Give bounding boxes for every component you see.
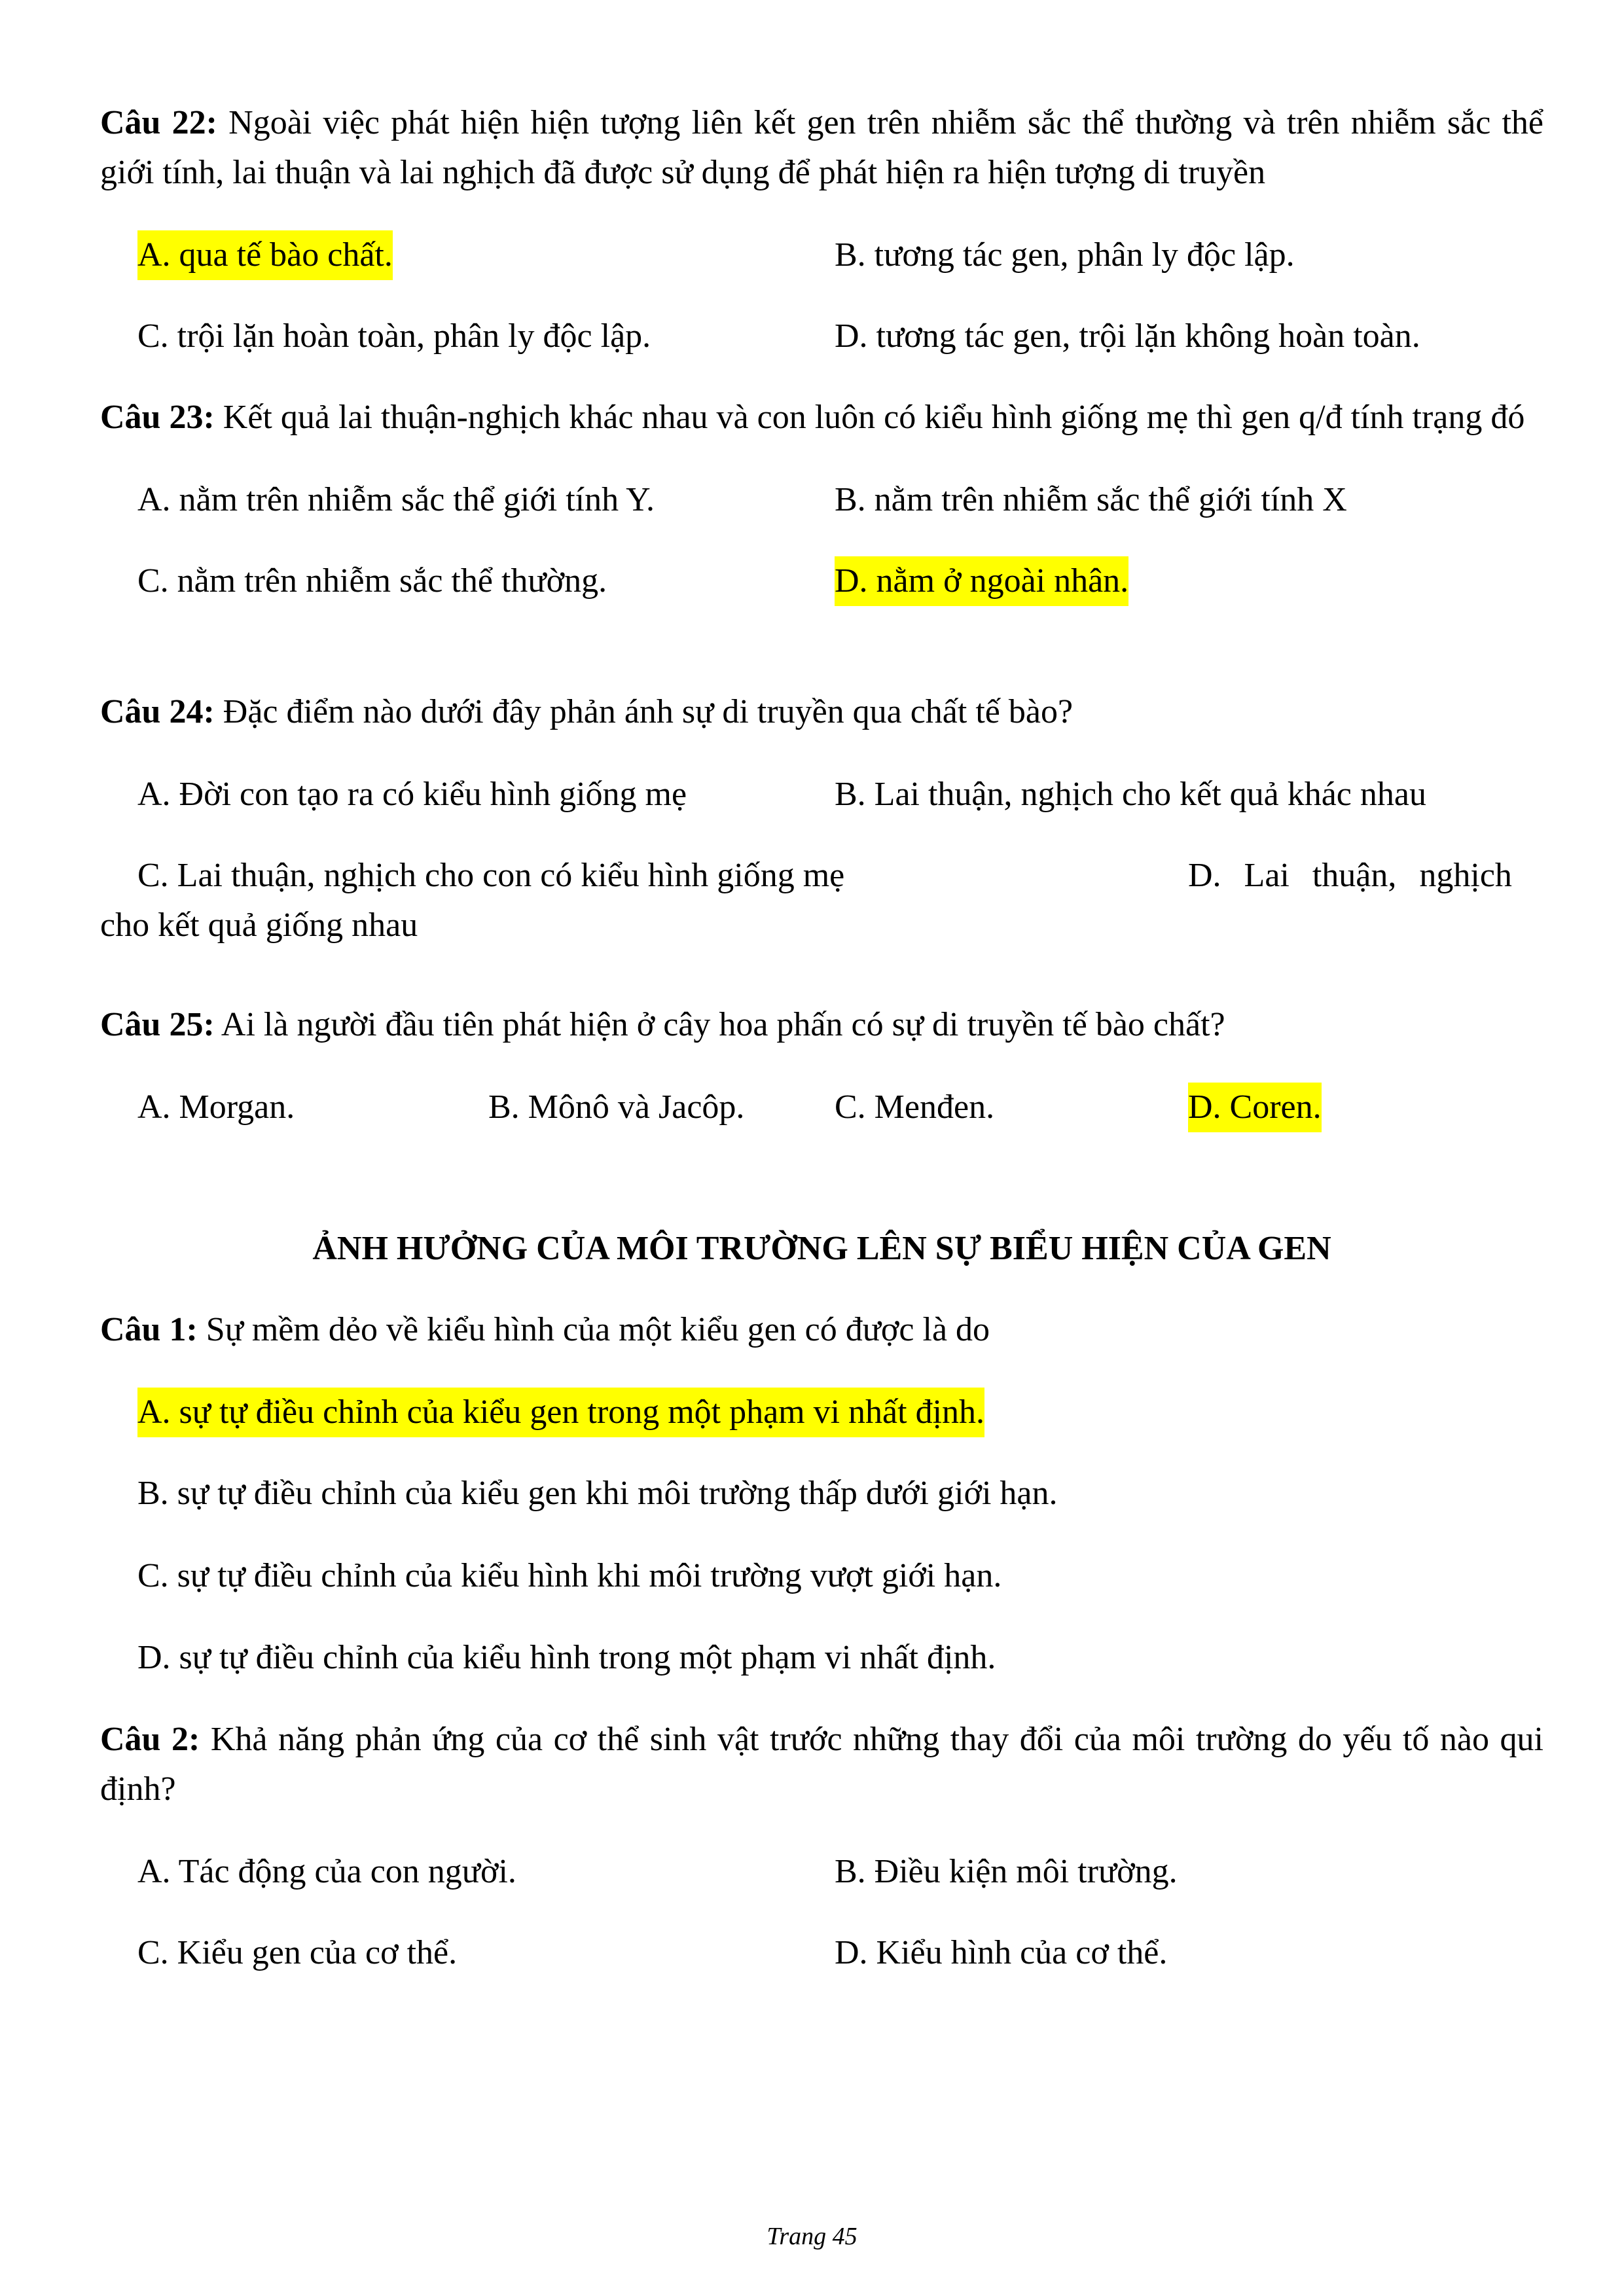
answer-options	[100, 1814, 1543, 1978]
option-c: C. trội lặn hoàn toàn, phân ly độc lập.	[137, 317, 651, 355]
option-a: A. Tác động của con người.	[137, 1853, 516, 1890]
question-1	[100, 1305, 1543, 1695]
option-a: A. nằm trên nhiễm sắc thể giới tính Y.	[137, 481, 655, 518]
question-text: Câu 24: Đặc điểm nào dưới đây phản ánh sự di truyền qua chất tế bào?	[100, 693, 1074, 730]
option-d-continuation: cho kết quả giống nhau	[100, 906, 418, 944]
question-25	[100, 1000, 1543, 1135]
question-label: Câu 23:	[100, 399, 215, 436]
question-2	[100, 1715, 1543, 1978]
option-d: D. Coren.	[1188, 1083, 1322, 1132]
question-24	[100, 687, 1543, 953]
option-a: A. Đời con tạo ra có kiểu hình giống mẹ	[137, 776, 687, 813]
question-text: Câu 23: Kết quả lai thuận-nghịch khác nhau và con luôn có kiểu hình giống mẹ thì gen q/đ tính trạng đó	[100, 399, 1525, 436]
answer-options	[100, 442, 1543, 606]
option-b: B. Điều kiện môi trường.	[835, 1853, 1178, 1890]
option-a: A. sự tự điều chỉnh của kiểu gen trong một phạm vi nhất định.	[137, 1388, 984, 1437]
question-text: Câu 2: Khả năng phản ứng của cơ thể sinh vật trước những thay đổi của môi trường do yếu tố nào qui định?	[100, 1721, 1543, 1808]
question-label: Câu 2:	[100, 1721, 200, 1758]
option-d: D. sự tự điều chỉnh của kiểu hình trong một phạm vi nhất định.	[137, 1639, 996, 1676]
answer-options	[100, 1050, 1543, 1135]
option-c: C. Menđen.	[835, 1088, 995, 1126]
question-label: Câu 24:	[100, 693, 215, 730]
question-label: Câu 25:	[100, 1006, 215, 1043]
option-b: B. tương tác gen, phân ly độc lập.	[835, 236, 1295, 274]
option-c: C. Lai thuận, nghịch cho con có kiểu hình giống mẹ	[137, 857, 845, 894]
option-d: D. tương tác gen, trội lặn không hoàn toàn.	[835, 317, 1420, 355]
option-d: D. Lai thuận, nghịch	[1188, 857, 1512, 894]
section-title: ẢNH HƯỞNG CỦA MÔI TRƯỜNG LÊN SỰ BIỂU HIỆN CỦA GEN	[312, 1230, 1331, 1267]
option-b: B. Mônô và Jacôp.	[488, 1088, 745, 1126]
question-label: Câu 1:	[100, 1311, 198, 1348]
option-d: D. Kiểu hình của cơ thể.	[835, 1934, 1168, 1971]
question-22	[100, 98, 1543, 361]
option-c: C. sự tự điều chỉnh của kiểu hình khi môi trường vượt giới hạn.	[137, 1557, 1002, 1594]
option-a: A. qua tế bào chất.	[137, 230, 393, 280]
option-c: C. Kiểu gen của cơ thể.	[137, 1934, 458, 1971]
question-text: Câu 25: Ai là người đầu tiên phát hiện ở cây hoa phấn có sự di truyền tế bào chất?	[100, 1006, 1225, 1043]
option-b: B. nằm trên nhiễm sắc thể giới tính X	[835, 481, 1347, 518]
question-23	[100, 393, 1543, 606]
option-b: B. Lai thuận, nghịch cho kết quả khác nhau	[835, 776, 1426, 813]
question-text: Câu 1: Sự mềm dẻo về kiểu hình của một kiểu gen có được là do	[100, 1311, 990, 1348]
question-text: Câu 22: Ngoài việc phát hiện hiện tượng liên kết gen trên nhiễm sắc thể thường và trên nhiễm sắc thể giới tính, lai thuận và lai nghịch đã được sử dụng để phát hiện ra hiện tượng di truyền	[100, 104, 1543, 191]
option-a: A. Morgan.	[137, 1088, 295, 1126]
answer-options	[100, 737, 1543, 953]
question-label: Câu 22:	[100, 104, 217, 141]
option-c: C. nằm trên nhiễm sắc thể thường.	[137, 562, 607, 600]
page-number: Trang 45	[767, 2223, 857, 2250]
answer-options	[100, 198, 1543, 361]
option-b: B. sự tự điều chỉnh của kiểu gen khi môi trường thấp dưới giới hạn.	[137, 1475, 1058, 1512]
answer-options	[100, 1355, 1543, 1695]
option-d: D. nằm ở ngoài nhân.	[835, 556, 1128, 606]
